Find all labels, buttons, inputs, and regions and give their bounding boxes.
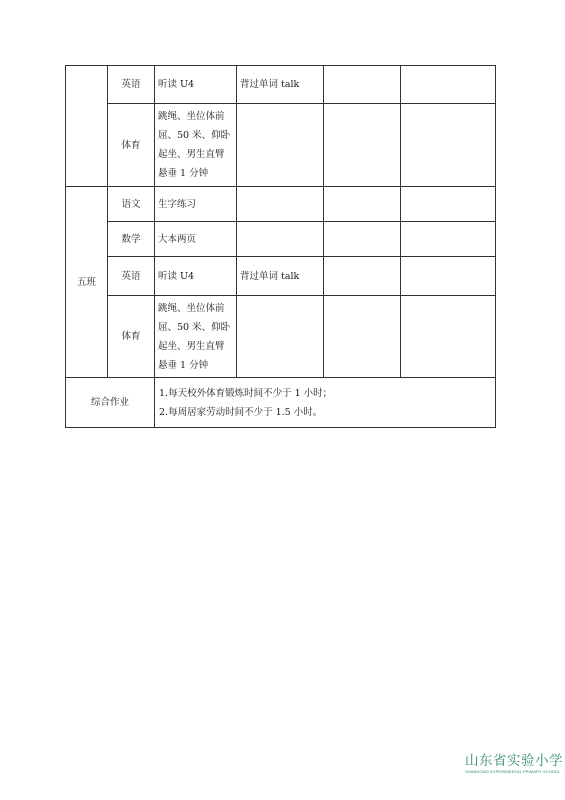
- subject-cell: 体育: [108, 296, 155, 378]
- task-cell: 跳绳、坐位体前屈、50 米、仰卧起坐、男生直臂悬垂 1 分钟: [155, 104, 237, 187]
- task2-cell: 背过单词 talk: [237, 66, 324, 104]
- empty-cell: [401, 257, 496, 296]
- empty-cell: [401, 222, 496, 257]
- table-row: [66, 66, 496, 104]
- task-cell: 听读 U4: [155, 66, 237, 104]
- task2-cell: [237, 222, 324, 257]
- table-row: [66, 104, 496, 187]
- task-cell: 听读 U4: [155, 257, 237, 296]
- empty-cell: [401, 187, 496, 222]
- homework-table: [65, 65, 496, 428]
- empty-cell: [401, 104, 496, 187]
- table-row: [66, 378, 496, 428]
- comprehensive-content: [155, 378, 496, 428]
- task2-cell: [237, 187, 324, 222]
- empty-cell: [401, 66, 496, 104]
- comprehensive-label: 综合作业: [66, 378, 155, 428]
- task2-cell: [237, 296, 324, 378]
- empty-cell: [324, 66, 401, 104]
- table-row: [66, 187, 496, 222]
- class-cell-continued: [66, 66, 108, 187]
- task-cell: 大本两页: [155, 222, 237, 257]
- task-cell: 跳绳、坐位体前屈、50 米、仰卧起坐、男生直臂悬垂 1 分钟: [155, 296, 237, 378]
- class-cell-five: 五班: [66, 187, 108, 378]
- school-logo-english: SHANDONG EXPERIMENTAL PRIMARY SCHOOL: [465, 769, 561, 774]
- comprehensive-line-1: 1.每天校外体育锻炼时间不少于 1 小时；: [159, 387, 333, 399]
- empty-cell: [324, 187, 401, 222]
- school-logo: [465, 753, 563, 783]
- empty-cell: [324, 104, 401, 187]
- task-cell: 生字练习: [155, 187, 237, 222]
- school-logo-name: 山东省实验小学: [465, 753, 563, 769]
- subject-cell: 语文: [108, 187, 155, 222]
- subject-cell: 数学: [108, 222, 155, 257]
- subject-cell: 英语: [108, 257, 155, 296]
- task2-cell: 背过单词 talk: [237, 257, 324, 296]
- empty-cell: [324, 222, 401, 257]
- task2-cell: [237, 104, 324, 187]
- comprehensive-line-2: 2.每周居家劳动时间不少于 1.5 小时。: [159, 406, 323, 418]
- empty-cell: [401, 296, 496, 378]
- subject-cell: 体育: [108, 104, 155, 187]
- table-row: [66, 222, 496, 257]
- empty-cell: [324, 257, 401, 296]
- table-row: [66, 296, 496, 378]
- table-row: [66, 257, 496, 296]
- empty-cell: [324, 296, 401, 378]
- subject-cell: 英语: [108, 66, 155, 104]
